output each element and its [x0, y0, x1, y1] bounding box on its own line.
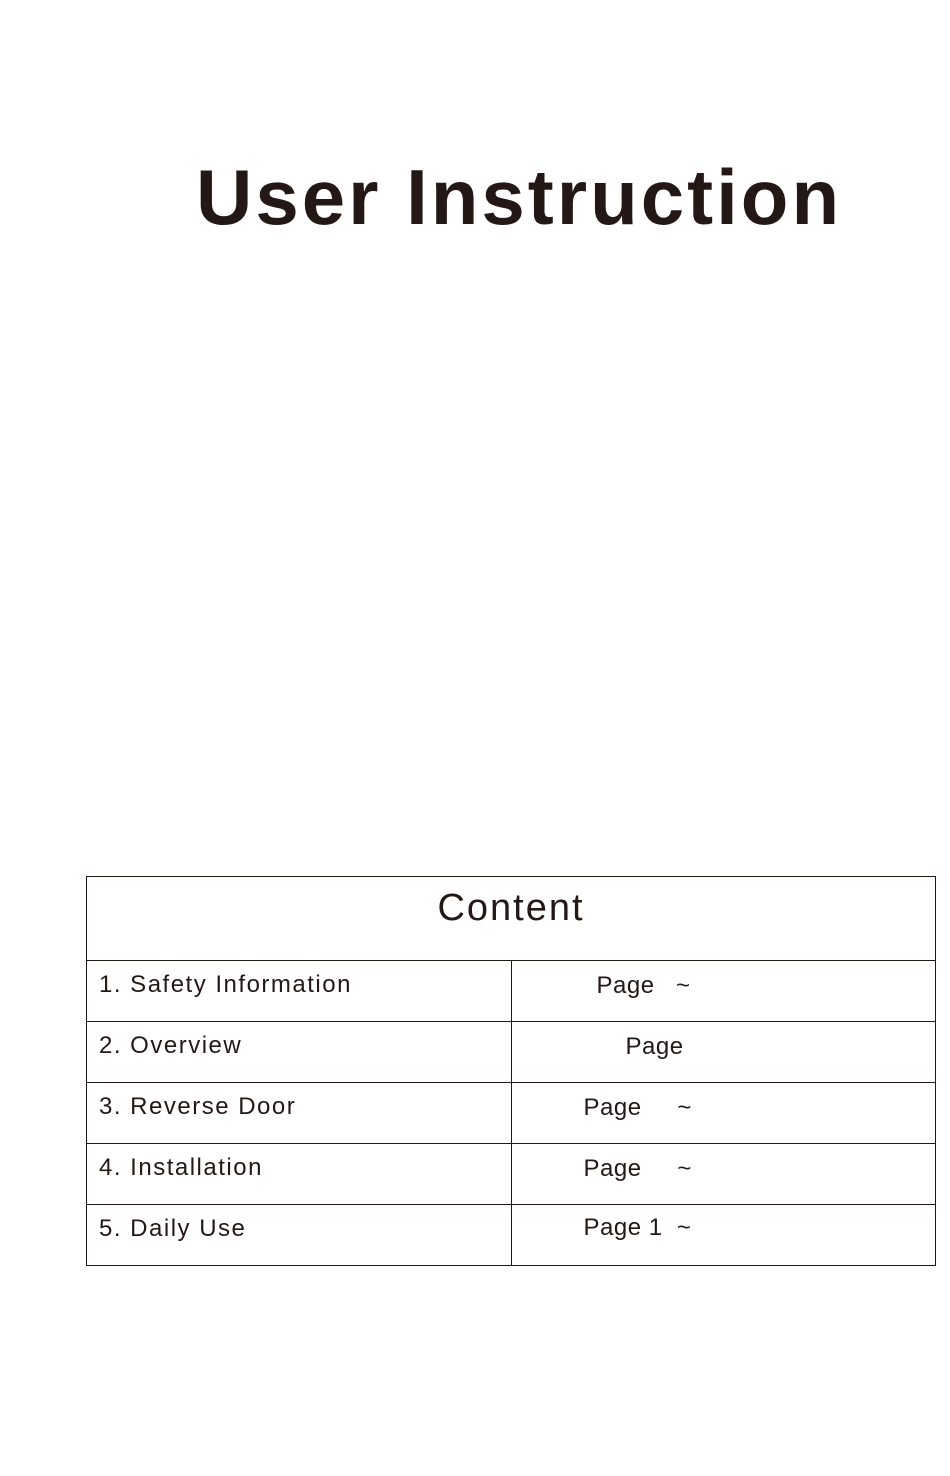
- contents-page-ref: Page ~: [583, 1155, 692, 1182]
- contents-page-cell: [511, 1083, 936, 1144]
- contents-page-ref: Page ~: [596, 972, 691, 999]
- contents-heading: Content: [437, 887, 585, 929]
- contents-page-cell: [511, 1144, 936, 1205]
- contents-row: [87, 961, 936, 1022]
- contents-entry-cell: [87, 1205, 512, 1266]
- contents-row: [87, 1144, 936, 1205]
- contents-entry-cell: [87, 961, 512, 1022]
- contents-page-cell: [511, 1022, 936, 1083]
- contents-entry-cell: [87, 1144, 512, 1205]
- contents-page-ref: Page ~: [583, 1094, 692, 1121]
- contents-page-cell: [511, 961, 936, 1022]
- contents-page-ref: Page: [625, 1033, 684, 1060]
- contents-entry-label: 5. Daily Use: [99, 1215, 247, 1242]
- contents-header-row: [87, 877, 936, 961]
- contents-row: [87, 1083, 936, 1144]
- contents-row: [87, 1205, 936, 1266]
- document-title: User Instruction: [196, 153, 843, 241]
- contents-entry-label: 4. Installation: [99, 1154, 263, 1181]
- contents-entry-label: 3. Reverse Door: [99, 1093, 297, 1120]
- contents-page-ref: Page 1 ~: [583, 1214, 692, 1241]
- contents-header-cell: [87, 877, 936, 961]
- contents-table: [86, 876, 936, 1266]
- contents-entry-label: 2. Overview: [99, 1032, 243, 1059]
- contents-row: [87, 1022, 936, 1083]
- contents-entry-cell: [87, 1022, 512, 1083]
- contents-entry-cell: [87, 1083, 512, 1144]
- contents-page-cell: [511, 1205, 936, 1266]
- contents-entry-label: 1. Safety Information: [99, 971, 352, 998]
